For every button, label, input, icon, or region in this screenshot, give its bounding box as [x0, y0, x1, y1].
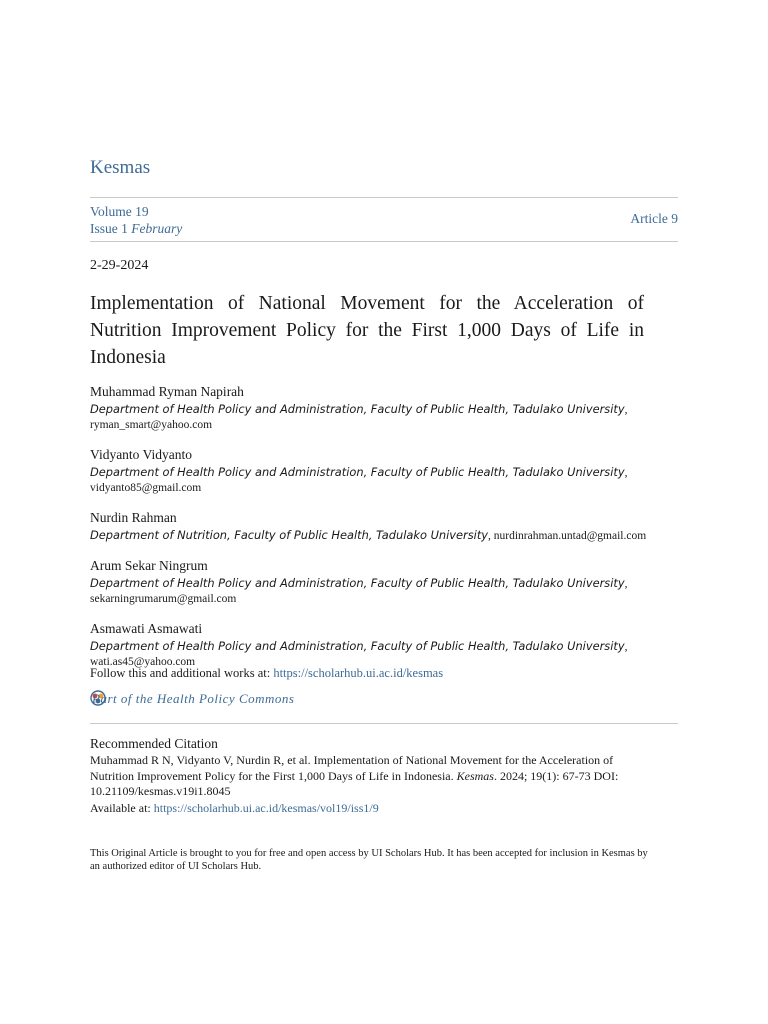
access-statement: This Original Article is brought to you for free and open access by UI Scholars Hub. It has been accepted for inclusion in Kesmas by an authorized editor of UI Scholars Hub.	[90, 848, 648, 872]
author-name: Arum Sekar Ningrum	[90, 558, 208, 573]
divider-top	[90, 197, 678, 198]
author-affiliation: Department of Health Policy and Administration, Faculty of Public Health, Tadulako University	[90, 639, 625, 653]
author-email: sekarningrumarum@gmail.com	[90, 593, 237, 605]
article-number-link[interactable]: Article 9	[630, 211, 678, 226]
author-entry: Arum Sekar Ningrum Department of Health Policy and Administration, Faculty of Public Health, Tadulako University, sekarningrumarum@gmail.com	[90, 557, 678, 607]
issue-month: February	[131, 221, 183, 236]
author-name: Nurdin Rahman	[90, 510, 177, 525]
author-affiliation: Department of Nutrition, Faculty of Public Health, Tadulako University	[90, 528, 489, 542]
available-link[interactable]: https://scholarhub.ui.ac.id/kesmas/vol19/iss1/9	[153, 801, 379, 815]
author-entry: Asmawati Asmawati Department of Health Policy and Administration, Faculty of Public Health, Tadulako University, wati.as45@yahoo.com	[90, 620, 678, 670]
author-list	[90, 383, 678, 683]
follow-link[interactable]: https://scholarhub.ui.ac.id/kesmas	[273, 666, 444, 680]
journal-title-link[interactable]: Kesmas	[90, 157, 151, 178]
commons-link[interactable]: Part of the Health Policy Commons	[92, 691, 295, 706]
author-name: Muhammad Ryman Napirah	[90, 384, 244, 399]
issue-link[interactable]	[90, 220, 182, 237]
recommended-citation-heading: Recommended Citation	[90, 736, 218, 751]
follow-line	[90, 666, 443, 681]
author-name: Asmawati Asmawati	[90, 621, 203, 636]
citation-details: . 2024; 19(1): 67-73 DOI: 10.21109/kesmas.v19i1.8045	[90, 768, 619, 798]
follow-label: Follow this and additional works at:	[90, 666, 271, 680]
author-email: vidyanto85@gmail.com	[90, 482, 202, 494]
author-email: nurdinrahman.untad@gmail.com	[493, 530, 647, 542]
author-entry: Muhammad Ryman Napirah Department of Health Policy and Administration, Faculty of Public Health, Tadulako University, ryman_smart@yahoo.com	[90, 383, 678, 433]
part-of-commons[interactable]	[90, 688, 450, 710]
author-entry: Nurdin Rahman Department of Nutrition, Faculty of Public Health, Tadulako University, nurdinrahman.untad@gmail.com	[90, 509, 678, 544]
author-entry: Vidyanto Vidyanto Department of Health Policy and Administration, Faculty of Public Health, Tadulako University, vidyanto85@gmail.com	[90, 446, 678, 496]
author-email: wati.as45@yahoo.com	[90, 656, 196, 668]
citation-journal: Kesmas	[456, 768, 494, 783]
author-affiliation: Department of Health Policy and Administration, Faculty of Public Health, Tadulako University	[90, 402, 625, 416]
available-label: Available at:	[90, 801, 151, 815]
volume-issue	[90, 203, 182, 237]
author-name: Vidyanto Vidyanto	[90, 447, 192, 462]
publication-date: 2-29-2024	[90, 258, 149, 273]
divider-bottom	[90, 723, 678, 724]
citation-body: Muhammad R N, Vidyanto V, Nurdin R, et al. Implementation of National Movement for the Acceleration of Nutrition Improvement Policy for the First 1,000 Days of Life in Indonesia.	[90, 753, 614, 783]
divider-mid	[90, 241, 678, 242]
available-at	[90, 801, 379, 816]
article-title: Implementation of National Movement for the Acceleration of Nutrition Improvement Policy for the First 1,000 Days of Life in Indonesia	[90, 293, 644, 368]
issue-number: Issue 1	[90, 221, 128, 236]
author-affiliation: Department of Health Policy and Administration, Faculty of Public Health, Tadulako University	[90, 465, 625, 479]
citation-text	[90, 753, 660, 800]
author-affiliation: Department of Health Policy and Administration, Faculty of Public Health, Tadulako University	[90, 576, 625, 590]
volume-link[interactable]: Volume 19	[90, 204, 149, 219]
author-email: ryman_smart@yahoo.com	[90, 419, 213, 431]
